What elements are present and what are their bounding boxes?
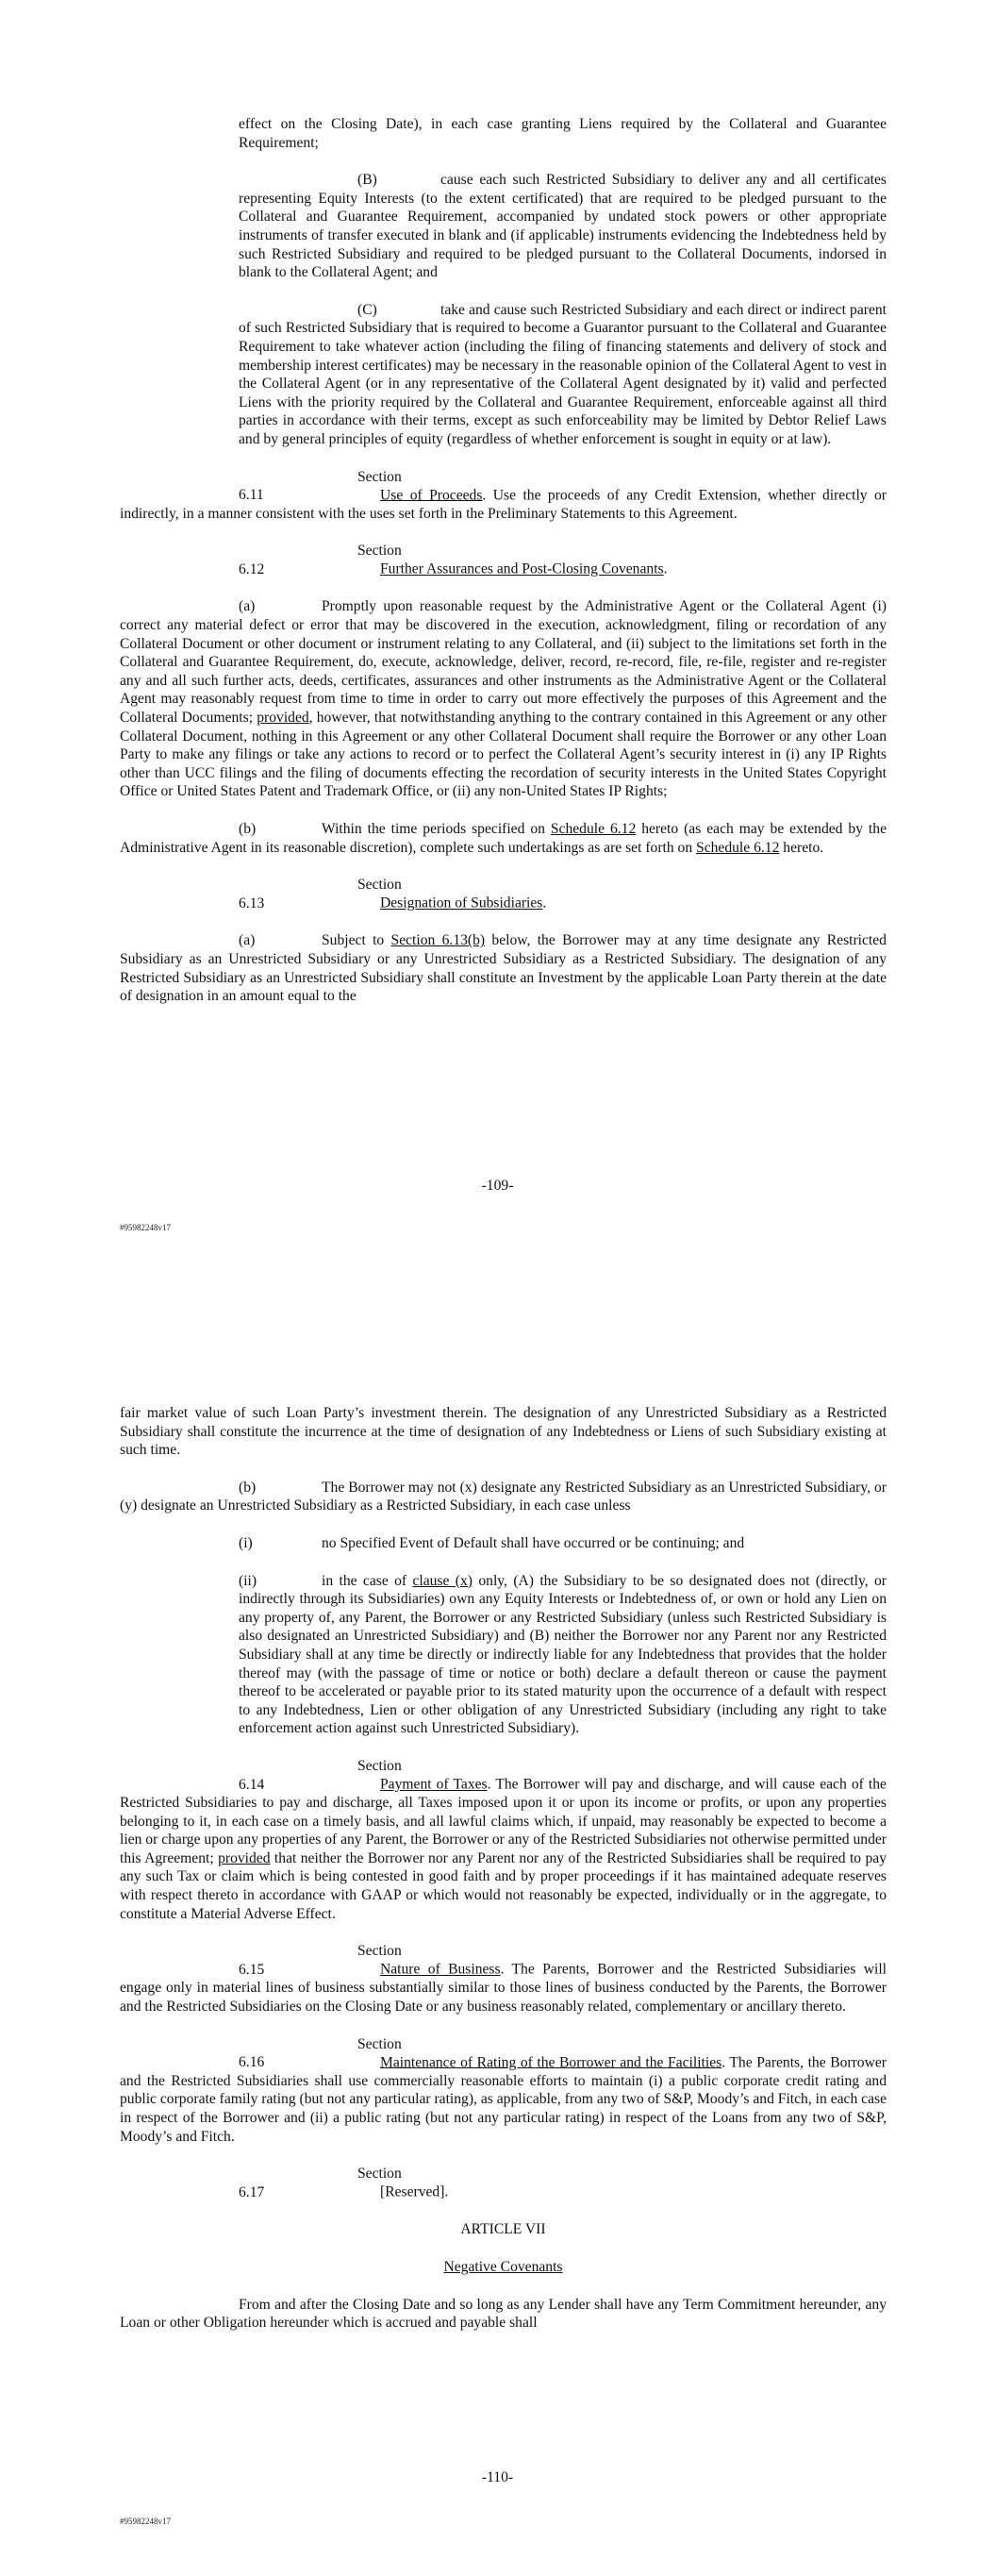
section-6-14-text1: . The Borrower will pay and discharge, and will cause each of the Restricted Subsidiaries to pay and discharge, all Taxes imposed upon it or upon its income or profits, or upon any properties belonging to it, in each case on a timely basis, and all lawful claims which, if unpaid, may reasonably be expected to become a lien or charge upon any properties of any Parent, the Borrower or any of the Restricted Subsidiaries not otherwise permitted under this Agreement; xyxy=(120,1776,887,1866)
provided-term: provided xyxy=(257,710,309,727)
section-6-13-title: Designation of Subsidiaries xyxy=(380,895,543,912)
section-ref: Section 6.13(b) xyxy=(390,932,486,949)
closing-paragraph: From and after the Closing Date and so long as any Lender shall have any Term Commitment hereunder, any Loan or other Obligation hereunder which is accrued and payable shall xyxy=(120,2296,887,2332)
para-fair-market-value: fair market value of such Loan Party’s investment therein. The designation of any Unrestricted Subsidiary as a Restricted Subsidiary shall constitute the incurrence at the time of designation of any Indebtedness or Liens of such Subsidiary existing at such time. xyxy=(120,1405,887,1459)
item-i xyxy=(120,1534,887,1553)
section-6-13-label: Section 6.13 xyxy=(239,877,402,912)
section-6-14-label: Section 6.14 xyxy=(239,1757,402,1793)
section-6-16-title: Maintenance of Rating of the Borrower and the Facilities xyxy=(380,2054,722,2071)
article-heading: ARTICLE VII xyxy=(460,2221,546,2238)
para-c-actions xyxy=(120,301,887,449)
label-B: (B) xyxy=(357,172,377,189)
label-C: (C) xyxy=(357,301,377,318)
schedule-ref-2: Schedule 6.12 xyxy=(696,839,780,856)
page-110 xyxy=(0,1288,995,2576)
section-6-12-b-text2: hereto (as each may be extended by the Administrative Agent in its reasonable discretion), complete such undertakings as are set forth on xyxy=(120,821,887,856)
label-ii: (ii) xyxy=(239,1572,257,1589)
para-collateral-closing: effect on the Closing Date), in each case granting Liens required by the Collateral and Guarantee Requirement; xyxy=(239,116,887,151)
section-6-13-a-text1: Subject to xyxy=(322,932,391,949)
section-6-17-text: [Reserved]. xyxy=(380,2183,449,2200)
para-b-certificates xyxy=(120,171,887,282)
para-C-text: take and cause such Restricted Subsidiary and each direct or indirect parent of such Restricted Subsidiary that is required to become a Guarantor pursuant to the Collateral and Guarantee Requirement to take whatever action (including the filing of financing statements and delivery of stock and membership interest certificates) may be necessary in the reasonable opinion of the Collateral Agent to vest in the Collateral Agent (or in any representative of the Collateral Agent designated by it) valid and perfected Liens with the priority required by the Collateral and Guarantee Requirement, enforceable against all third parties in accordance with their terms, except as such enforceability may be limited by Debtor Relief Laws and by general principles of equity (regardless of whether enforcement is sought in equity or at law). xyxy=(239,301,887,447)
provided-term-2: provided xyxy=(218,1849,271,1866)
section-6-12-a-text2: , however, that notwithstanding anything to the contrary contained in this Agreement or any other Collateral Document, nothing in this Agreement or any other Collateral Document shall require the Borrower or any other Loan Party to make any filings or take any actions to record or to perfect the Collateral Agent’s security interest in (i) any IP Rights other than UCC filings and the filing of documents effecting the recordation of security interests in the United States Copyright Office or United States Patent and Trademark Office, or (ii) any non-United States IP Rights; xyxy=(120,710,887,800)
section-6-13-heading: Section 6.13 Designation of Subsidiaries. xyxy=(239,877,547,912)
label-6-13-a: (a) xyxy=(239,932,256,949)
section-6-14-title: Payment of Taxes xyxy=(380,1776,488,1793)
doc-id-2: #95982248v17 xyxy=(120,2517,171,2526)
section-6-15-label: Section 6.15 xyxy=(239,1943,402,1978)
schedule-ref: Schedule 6.12 xyxy=(550,821,637,837)
label-i: (i) xyxy=(239,1534,253,1551)
para-b-text: The Borrower may not (x) designate any Restricted Subsidiary as an Unrestricted Subsidiary, or (y) designate an Unrestricted Subsidiary as a Restricted Subsidiary, in each case unless xyxy=(120,1479,887,1514)
section-6-13-a xyxy=(120,931,887,1005)
section-6-12-b xyxy=(120,820,887,857)
section-6-12-title: Further Assurances and Post-Closing Covenants xyxy=(380,560,664,577)
section-6-12-label: Section 6.12 xyxy=(239,543,402,577)
section-6-15-text: . The Parents, Borrower and the Restricted Subsidiaries will engage only in material lines of business substantially similar to those lines of business conducted by the Parents, the Borrower and the Restricted Subsidiaries on the Closing Date or any business reasonably related, complementary or ancillary thereto. xyxy=(120,1961,887,2016)
page-number: -109- xyxy=(481,1178,514,1194)
item-ii-text2: only, (A) the Subsidiary to be so designated does not (directly, or indirectly through its Subsidiaries) own any Equity Interests or Indebtedness of, or own or hold any Lien on any property of, any Parent, the Borrower or any Restricted Subsidiary (unless such Restricted Subsidiary is also designated an Unrestricted Subsidiary) and (B) neither the Borrower nor any Parent nor any Restricted Subsidiary shall at any time be directly or indirectly liable for any Indebtedness that provides that the holder thereof may (with the passage of time or notice or both) declare a default thereon or cause the payment thereof to be accelerated or payable prior to its stated maturity upon the occurrence of a default with respect to any Indebtedness, Lien or other obligation of any Unrestricted Subsidiary (including any right to take enforcement action against such Unrestricted Subsidiary). xyxy=(239,1572,887,1737)
para-b-designation xyxy=(120,1479,887,1515)
section-6-16-text: . The Parents, the Borrower and the Restricted Subsidiaries shall use commercially reasonable efforts to maintain (i) a public corporate credit rating and public corporate family rating (but not any particular rating), as applicable, from any two of S&P, Moody’s and Fitch, in each case in respect of the Borrower and (ii) a public rating (but not any particular rating) in respect of the Loans from any two of S&P, Moody’s and Fitch. xyxy=(120,2054,887,2145)
section-6-17 xyxy=(120,2165,887,2201)
item-ii-text1: in the case of xyxy=(322,1572,413,1589)
label-6-12-a: (a) xyxy=(239,598,256,615)
section-6-17-label: Section 6.17 xyxy=(239,2166,402,2200)
item-ii xyxy=(120,1572,887,1738)
section-6-15 xyxy=(120,1942,887,2016)
article-title-text: Negative Covenants xyxy=(443,2258,563,2275)
section-6-16-label: Section 6.16 xyxy=(239,2035,402,2071)
section-6-16 xyxy=(120,2035,887,2147)
doc-id: #95982248v17 xyxy=(120,1223,171,1232)
section-6-15-title: Nature of Business xyxy=(380,1961,501,1978)
item-i-text: no Specified Event of Default shall have occurred or be continuing; and xyxy=(322,1534,745,1551)
label-b: (b) xyxy=(239,1479,257,1496)
section-6-13-a-text2: below, the Borrower may at any time designate any Restricted Subsidiary as an Unrestricted Subsidiary or any Unrestricted Subsidiary as a Restricted Subsidiary. The designation of any Restricted Subsidiary as an Unrestricted Subsidiary shall constitute an Investment by the applicable Loan Party therein at the date of designation in an amount equal to the xyxy=(120,932,887,1005)
page-110-body xyxy=(120,1404,887,2333)
section-6-11-text: . Use the proceeds of any Credit Extension, whether directly or indirectly, in a manner consistent with the uses set forth in the Preliminary Statements to this Agreement. xyxy=(120,487,887,522)
section-6-14 xyxy=(120,1757,887,1923)
section-6-12-b-text1: Within the time periods specified on xyxy=(322,821,551,837)
section-6-12-b-text3: hereto. xyxy=(779,839,824,856)
page-109-body xyxy=(120,115,887,1006)
section-6-11-title: Use of Proceeds xyxy=(380,487,483,504)
label-6-12-b: (b) xyxy=(239,821,257,837)
section-6-12-a xyxy=(120,597,887,801)
section-6-12-heading: Section 6.12 Further Assurances and Post-Closing Covenants. xyxy=(239,543,668,577)
para-B-text: cause each such Restricted Subsidiary to deliver any and all certificates representing Equity Interests (to the extent certificated) that are required to be pledged pursuant to the Collateral and Guarantee Requirement, accompanied by undated stock powers or other appropriate instruments of transfer executed in blank and (if applicable) instruments evidencing the Indebtedness held by such Restricted Subsidiary and required to be pledged pursuant to the Collateral Documents, indorsed in blank to the Collateral Agent; and xyxy=(239,172,887,281)
section-6-14-text2: that neither the Borrower nor any Parent nor any of the Restricted Subsidiaries shall be required to pay any such Tax or claim which is being contested in good faith and by proper proceedings if it has maintained adequate reserves with respect thereto in accordance with GAAP or which would not reasonably be expected, individually or in the aggregate, to constitute a Material Adverse Effect. xyxy=(120,1849,887,1922)
clause-ref: clause (x) xyxy=(412,1572,473,1589)
article-title xyxy=(120,2258,887,2277)
section-6-12-a-text1: Promptly upon reasonable request by the Administrative Agent or the Collateral Agent (i) correct any material defect or error that may be discovered in the execution, acknowledgment, filing or recordation of any Collateral Document or other document or instrument relating to any Collateral, and (ii) subject to the limitations set forth in the Collateral and Guarantee Requirement, do, execute, acknowledge, deliver, record, re-record, file, re-file, register and re-register any and all such further acts, deeds, certificates, assurances and other instruments as the Administrative Agent or the Collateral Agent may reasonably request from time to time in order to carry out more effectively the purposes of this Agreement and the Collateral Documents; xyxy=(120,598,887,727)
page-number-2: -110- xyxy=(481,2469,514,2485)
section-6-11-label: Section 6.11 xyxy=(239,468,402,504)
section-6-11 xyxy=(120,468,887,524)
